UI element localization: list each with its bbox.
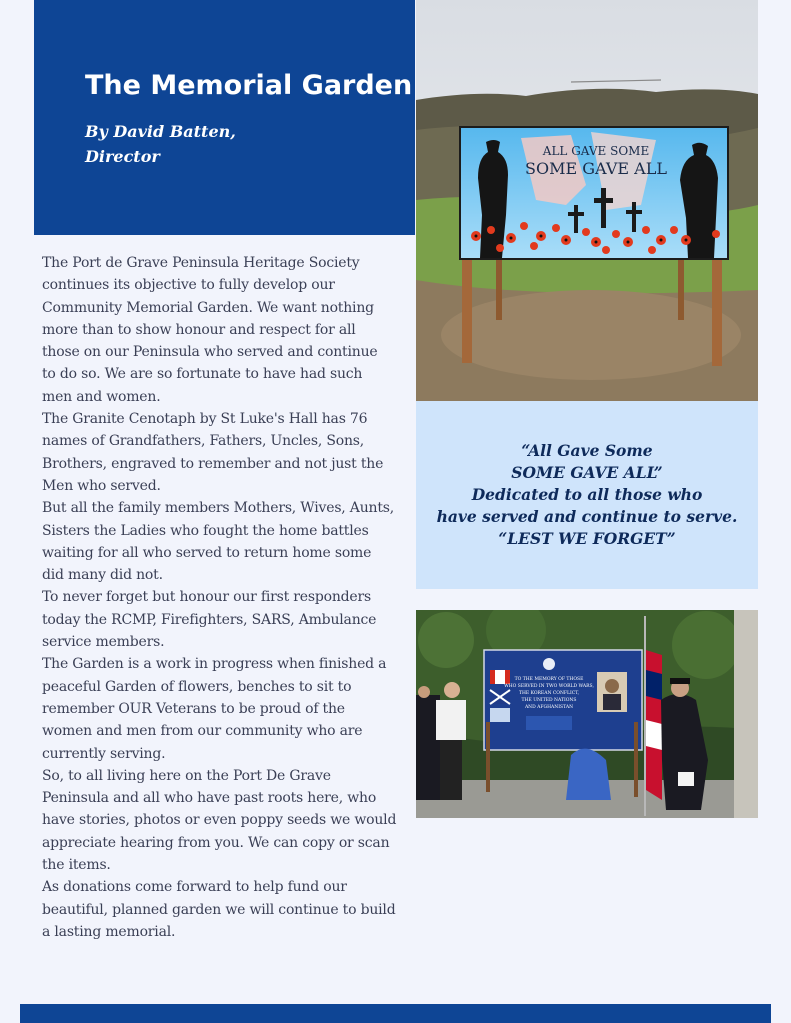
- body-line: women and men from our community who are: [42, 723, 363, 740]
- plaque-ceremony-photo: [416, 610, 758, 818]
- quote-line: SOME GAVE ALL”: [511, 463, 663, 482]
- body-line: Brothers, engraved to remember and not just the: [42, 455, 384, 472]
- plaque-line5: AND AFGHANISTAN: [524, 705, 574, 710]
- sign-line1: ALL GAVE SOME: [542, 144, 650, 158]
- body-line: The Garden is a work in progress when finished a: [42, 656, 387, 673]
- body-line: peaceful Garden of flowers, benches to sit to: [42, 678, 352, 695]
- page-title: [85, 70, 415, 101]
- body-line: names of Grandfathers, Fathers, Uncles, Sons,: [42, 433, 365, 450]
- body-line: Peninsula and all who have past roots here, who: [42, 790, 377, 807]
- quote-line: have served and continue to serve.: [436, 507, 738, 526]
- quote-box: [416, 401, 758, 589]
- byline-role: Director: [85, 147, 160, 166]
- body-line: did many did not.: [42, 567, 163, 584]
- body-line: more than to show honour and respect for all: [42, 321, 356, 338]
- quote-line: “All Gave Some: [521, 441, 653, 460]
- body-line: Men who served.: [42, 477, 161, 494]
- body-line: To never forget but honour our first responders: [42, 589, 371, 606]
- body-line: appreciate hearing from you. We can copy or scan: [42, 834, 390, 851]
- body-line: beautiful, planned garden we will continue to build: [42, 901, 396, 918]
- body-line: So, to all living here on the Port De Grave: [42, 767, 331, 784]
- body-line: The Granite Cenotaph by St Luke's Hall has 76: [42, 411, 368, 428]
- body-line: The Port de Grave Peninsula Heritage Society: [42, 255, 360, 271]
- plaque-line2: WHO SERVED IN TWO WORLD WARS,: [504, 684, 594, 689]
- article-body: [42, 252, 414, 943]
- body-line: currently serving.: [42, 745, 166, 762]
- plaque-line1: TO THE MEMORY OF THOSE: [514, 677, 584, 682]
- body-line: Community Memorial Garden. We want nothing: [42, 299, 374, 316]
- body-line: But all the family members Mothers, Wives, Aunts,: [42, 500, 395, 517]
- body-line: a lasting memorial.: [42, 923, 176, 940]
- memorial-sign-photo: [416, 0, 758, 401]
- title-block: [34, 0, 415, 235]
- plaque-line3: THE KOREAN CONFLICT,: [518, 691, 580, 696]
- body-line: waiting for all who served to return home some: [42, 544, 372, 561]
- memorial-sign-image: [416, 0, 758, 401]
- dedication-quote: [437, 440, 738, 550]
- byline: [85, 119, 415, 169]
- body-line: those on our Peninsula who served and continue: [42, 344, 378, 361]
- body-line: remember OUR Veterans to be proud of the: [42, 700, 345, 717]
- body-line: continues its objective to fully develop our: [42, 277, 335, 294]
- quote-line: Dedicated to all those who: [471, 485, 703, 504]
- body-line: As donations come forward to help fund our: [42, 879, 347, 896]
- body-line: the items.: [42, 857, 111, 874]
- title-text: The Memorial Garden: [85, 70, 413, 101]
- body-line: today the RCMP, Firefighters, SARS, Ambulance: [42, 611, 377, 628]
- plaque-ceremony-image: [416, 610, 758, 818]
- sign-line2: SOME GAVE ALL: [525, 159, 667, 178]
- byline-author: By David Batten,: [85, 122, 236, 141]
- plaque-line4: THE UNITED NATIONS: [521, 698, 577, 703]
- footer-bar: [20, 1004, 771, 1023]
- body-line: to do so. We are so fortunate to have had such: [42, 366, 363, 383]
- body-line: have stories, photos or even poppy seeds we would: [42, 812, 397, 829]
- body-line: men and women.: [42, 388, 161, 405]
- body-line: service members.: [42, 634, 165, 651]
- quote-line: “LEST WE FORGET”: [498, 529, 676, 548]
- body-line: Sisters the Ladies who fought the home battles: [42, 522, 369, 539]
